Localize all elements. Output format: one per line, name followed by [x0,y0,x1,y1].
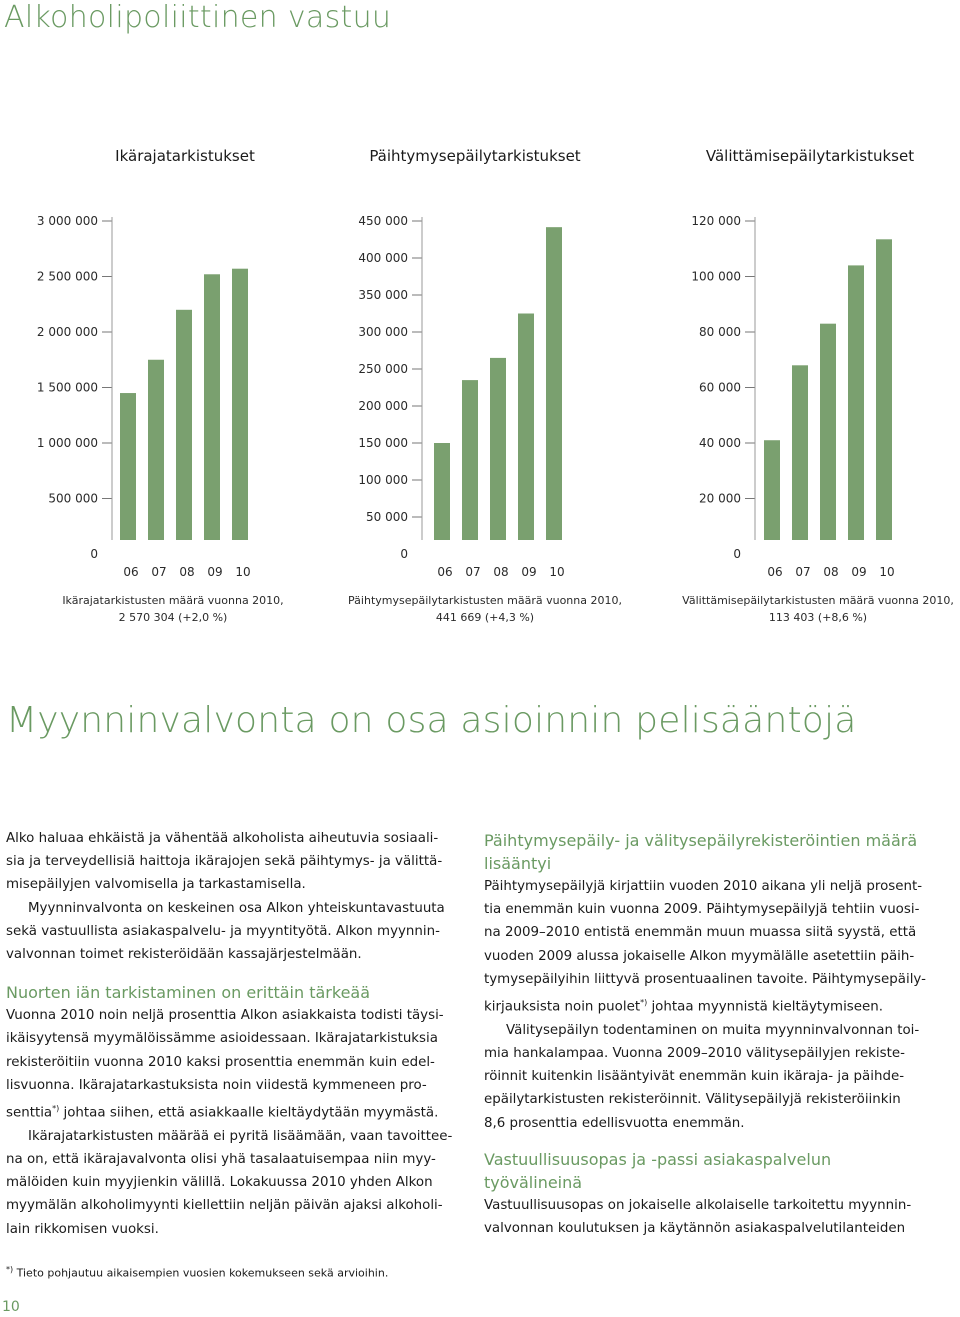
para-line: valvonnan koulutuksen ja käytännön asiakaspalvelutilanteiden [484,1220,906,1236]
y-tick-label: 400 000 [358,251,408,265]
intro-line: misepäilyjen valvomisella ja tarkastamisella. [6,877,306,893]
x-tick-label: 08 [179,565,195,579]
subheading-guide: Vastuullisuusopas ja -passi asiakaspalvelun [484,1149,832,1169]
para-line: Välitysepäilyn todentaminen on muita myynninvalvonnan toi- [506,1022,920,1038]
y-tick-label: 450 000 [358,214,408,228]
para-line: 8,6 prosenttia edellisvuotta enemmän. [484,1115,745,1131]
para-line: myymälän alkoholimyynti kiellettiin neljän päivän ajaksi alkoholi- [6,1198,443,1214]
page-number: 10 [2,1299,20,1315]
x-tick-label: 07 [151,565,167,579]
intro-line: Alko haluaa ehkäistä ja vähentää alkoholista aiheutuvia sosiaali- [6,831,439,846]
y-tick-label: 100 000 [691,269,741,284]
y-tick-label: 60 000 [699,380,741,395]
y-tick-label: 20 000 [699,491,741,506]
x-tick-label: 07 [795,565,811,579]
page-title: Alkoholipoliittinen vastuu [4,0,392,35]
x-tick-label: 09 [521,565,537,579]
para-line: valvonnan toimet rekisteröidään kassajärjestelmään. [6,947,362,963]
para-line: lisvuonna. Ikärajatarkastuksista noin viidestä kymmeneen pro- [6,1077,427,1093]
x-tick-label: 07 [465,565,481,579]
para-line: Vastuullisuusopas on jokaiselle alkolaiselle tarkoitettu myynnin- [484,1197,912,1213]
y-tick-label: 250 000 [358,362,408,376]
y-tick-label: 120 000 [691,214,741,228]
x-tick-label: 09 [851,565,867,579]
intro-line: sia ja terveydellisiä haittoja ikärajojen sekä päihtymys- ja välittä- [6,854,443,870]
bar [764,440,780,540]
chart-caption: 2 570 304 (+2,0 %) [118,611,228,624]
bar [820,324,836,540]
y-tick-label: 40 000 [699,436,741,450]
y-tick-label: 1 000 000 [36,436,98,450]
y-tick-label: 150 000 [358,436,408,450]
para-line: lain rikkomisen vuoksi. [6,1221,159,1237]
chart-caption: Ikärajatarkistusten määrä vuonna 2010, [62,594,284,607]
y-tick-label: 50 000 [366,510,408,524]
para-line: na on, että ikärajavalvonta olisi yhä tasalaatuisempaa niin myy- [6,1151,436,1167]
x-tick-label: 10 [879,565,895,579]
x-tick-label: 06 [767,565,783,579]
para-line: kirjauksista noin puolet*) johtaa myynnistä kieltäytymiseen. [484,998,884,1015]
para-line: Vuonna 2010 noin neljä prosenttia Alkon asiakkaista todisti täysi- [6,1008,444,1024]
y-tick-label: 1 500 000 [36,380,98,395]
bar [434,443,450,540]
y-tick-label: 3 000 000 [36,214,98,228]
bar [546,227,562,540]
y-tick-label: 100 000 [358,473,408,487]
bar [204,274,220,540]
para-line: Myynninvalvonta on keskeinen osa Alkon yhteiskuntavastuuta [28,900,445,916]
chart-caption: Välittämisepäilytarkistusten määrä vuonna 2010, [682,594,954,607]
chart2-title: Päihtymysepäilytarkistukset [369,147,581,165]
section-title: Myynninvalvonta on osa asioinnin pelisääntöjä [6,700,857,741]
y-tick-label: 500 000 [48,491,98,506]
y-tick-label: 2 000 000 [36,325,98,339]
y-tick-label: 200 000 [358,399,408,413]
chart3-title: Välittämisepäilytarkistukset [705,147,915,165]
footnote: *) Tieto pohjautuu aikaisempien vuosien kokemukseen sekä arvioihin. [6,1265,389,1280]
subheading-registrations: Päihtymysepäily- ja välitysepäilyrekisteröintien määrä [484,831,918,850]
charts-area [0,0,960,640]
para-line: Päihtymysepäilyjä kirjattiin vuoden 2010 aikana yli neljä prosent- [484,879,923,894]
bar [518,314,534,541]
x-tick-label: 06 [437,565,453,579]
x-tick-label: 10 [235,565,251,579]
bar [176,310,192,540]
bar [232,269,248,540]
y-tick-label: 0 [90,547,98,561]
x-tick-label: 08 [823,565,839,579]
para-line: mälöiden kuin myyjienkin välillä. Lokakuussa 2010 yhden Alkon [6,1175,433,1191]
bar [848,265,864,540]
para-line: mia hankalampaa. Vuonna 2009–2010 välitysepäilyjen rekiste- [484,1045,905,1061]
para-line: ikäisyytensä myymälöissämme asioidessaan. Ikärajatarkistuksia [6,1031,438,1047]
chart1-title: Ikärajatarkistukset [115,147,255,165]
bar [148,360,164,540]
chart-caption: 441 669 (+4,3 %) [435,611,535,624]
para-line: rekisteröitiin vuonna 2010 kaksi prosenttia enemmän kuin edel- [6,1054,435,1070]
right-column [484,829,944,1240]
para-line: röinnit kuitenkin lisääntyivät enemmän kuin ikäraja- ja päihde- [484,1069,905,1085]
para-line: epäilytarkistusten rekisteröinnit. Välitysepäilyjä rekisteröiinkin [484,1092,901,1108]
chart-caption: Päihtymysepäilytarkistusten määrä vuonna 2010, [348,594,622,607]
y-tick-label: 300 000 [358,325,408,339]
bar [462,380,478,540]
para-line: senttia*) johtaa siihen, että asiakkaalle kieltäydytään myymästä. [6,1104,439,1121]
subheading-youth: Nuorten iän tarkistaminen on erittäin tärkeää [6,983,371,1003]
para-line: vuoden 2009 alussa jokaiselle Alkon myymälälle asetettiin päih- [484,948,915,964]
y-tick-label: 80 000 [699,325,741,339]
x-tick-label: 06 [123,565,139,579]
para-line: Ikärajatarkistusten määrää ei pyritä lisäämään, vaan tavoittee- [28,1128,453,1144]
y-tick-label: 350 000 [358,288,408,302]
x-tick-label: 09 [207,565,223,579]
para-line: sekä vastuullista asiakaspalvelu- ja myyntityötä. Alkon myynnin- [6,923,440,939]
bar [120,393,136,540]
para-line: tia enemmän kuin vuonna 2009. Päihtymysepäilyjä tehtiin vuosi- [484,902,920,918]
subheading-registrations: lisääntyi [484,854,552,873]
para-line: na 2009–2010 entistä enemmän muun muassa siitä syystä, että [484,925,917,941]
y-tick-label: 0 [733,547,741,561]
bar [876,239,892,540]
y-tick-label: 2 500 000 [36,269,98,284]
bar [792,365,808,540]
subheading-guide: työvälineinä [484,1172,583,1192]
x-tick-label: 08 [493,565,509,579]
x-tick-label: 10 [549,565,565,579]
bar [490,358,506,540]
y-tick-label: 0 [400,547,408,561]
left-column [6,827,456,1241]
chart-caption: 113 403 (+8,6 %) [768,611,868,624]
para-line: tymysepäilyihin liittyvä prosentuaalinen tavoite. Päihtymysepäily- [484,971,926,987]
